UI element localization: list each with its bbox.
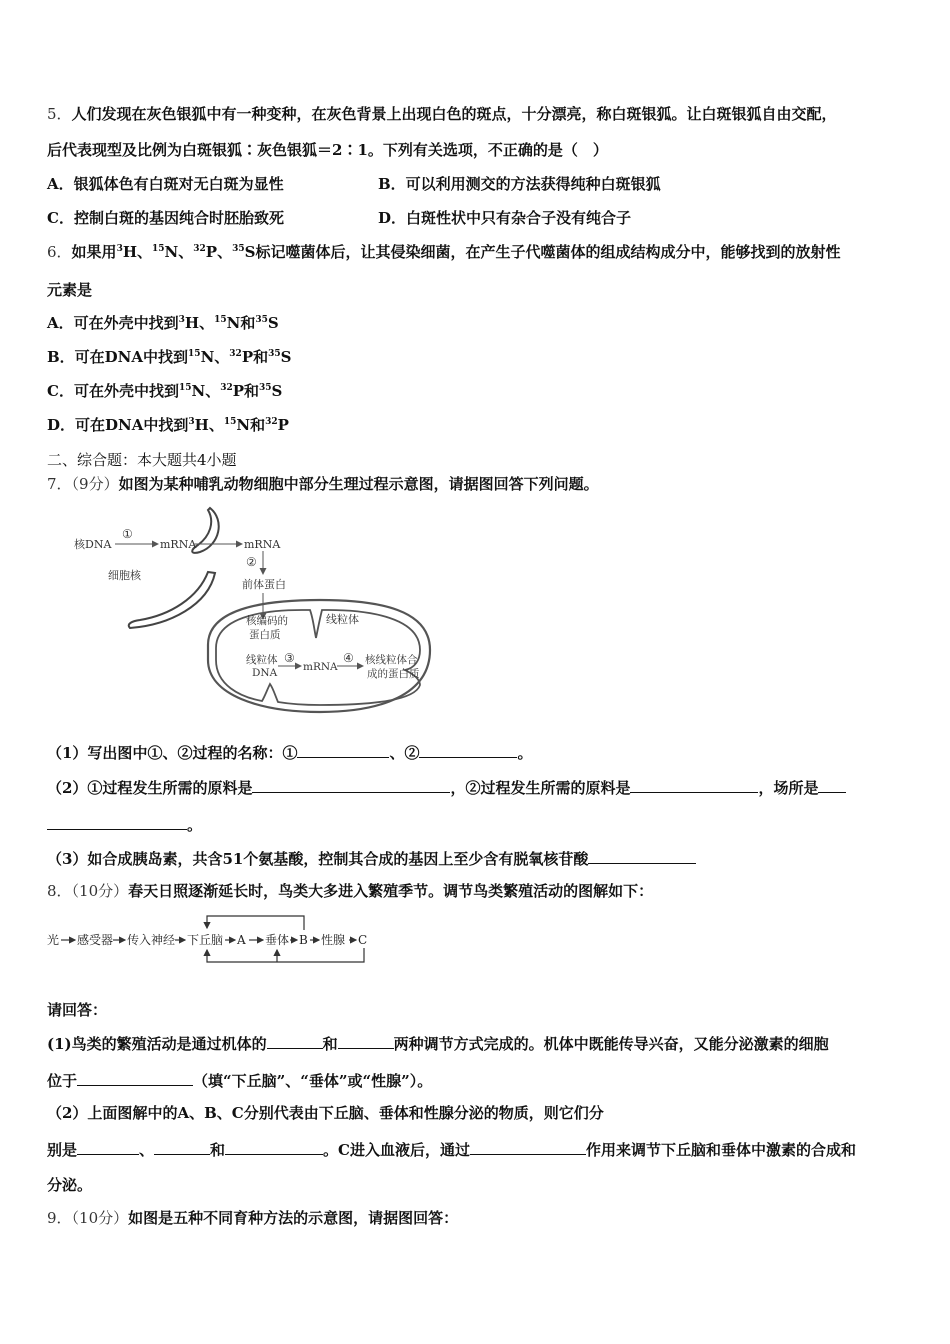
mt-dna-label-1: 线粒体 bbox=[246, 654, 278, 666]
q8-blank-regulation2[interactable] bbox=[338, 1032, 394, 1049]
q6-stem-line1: 6．如果用$^3$H、$^{15}$N、$^{32}$P、$^{35}$S标记噬菌体后，让其侵染细菌，在产生子代噬菌体的组成结构成分中，能够找到的放射性 bbox=[47, 243, 841, 261]
step1-label: ① bbox=[122, 527, 133, 541]
section-heading: 二、综合题：本大题共4小题 bbox=[47, 451, 237, 469]
q8-part2-line1: （2）上面图解中的A、B、C分别代表由下丘脑、垂体和性腺分泌的物质，则它们分 bbox=[47, 1104, 604, 1122]
q5-option-d: D．白斑性状中只有杂合子没有纯合子 bbox=[378, 209, 632, 227]
q8-blank-c[interactable] bbox=[225, 1138, 323, 1155]
step2-label: ② bbox=[246, 555, 257, 569]
step4-label: ④ bbox=[343, 651, 354, 665]
chain-pituitary: 垂体 bbox=[265, 933, 290, 947]
chain-light: 光 bbox=[47, 933, 60, 947]
mitochondrion-label: 线粒体 bbox=[326, 613, 359, 626]
q7-part2-line1: （2）①过程发生所需的原料是 ，②过程发生所需的原料是 ，场所是 bbox=[47, 776, 846, 798]
q7-part3: （3）如合成胰岛素，共含51个氨基酸，控制其合成的基因上至少含有脱氧核苷酸 bbox=[47, 847, 696, 869]
chain-c: C bbox=[358, 933, 368, 947]
q7-part2-line2: 。 bbox=[47, 813, 202, 835]
q7-blank-nucleotides[interactable] bbox=[588, 847, 696, 864]
q6-option-c: C．可在外壳中找到$^{15}$N、$^{32}$P和$^{35}$S bbox=[47, 382, 283, 400]
q8-regulation-diagram bbox=[45, 912, 385, 968]
q8-part2-line2: 别是 、 和 。C进入血液后，通过 作用来调节下丘脑和垂体中激素的合成和 bbox=[47, 1138, 856, 1160]
q7-blank-process1[interactable] bbox=[297, 741, 389, 758]
q8-blank-regulation1[interactable] bbox=[267, 1032, 323, 1049]
mt-dna-label-2: DNA bbox=[252, 667, 278, 679]
q7-part1: （1）写出图中①、②过程的名称：① 、② 。 bbox=[47, 741, 532, 763]
chain-hypothalamus: 下丘脑 bbox=[187, 933, 224, 947]
q8-blank-b[interactable] bbox=[154, 1138, 210, 1155]
q8-part1-line1: (1)鸟类的繁殖活动是通过机体的 和 两种调节方式完成的。机体中既能传导兴奋，又能分泌激素的细胞 bbox=[47, 1032, 829, 1054]
q8-part1-line2: 位于 （填“下丘脑”、“垂体”或“性腺”）。 bbox=[47, 1069, 432, 1091]
precursor-protein-label: 前体蛋白 bbox=[242, 578, 286, 591]
combined-protein-label-2: 成的蛋白质 bbox=[367, 668, 420, 680]
q5-option-b: B．可以利用测交的方法获得纯种白斑银狐 bbox=[378, 175, 661, 193]
q8-part2-line3: 分泌。 bbox=[47, 1176, 93, 1194]
chain-receptor: 感受器 bbox=[77, 933, 114, 947]
nuclear-envelope-lower bbox=[129, 572, 215, 628]
q7-cell-diagram bbox=[60, 500, 480, 725]
nucleus-label: 细胞核 bbox=[108, 569, 141, 582]
q5-stem-line2: 后代表现型及比例为白斑银狐∶灰色银狐＝2∶1。下列有关选项，不正确的是（ ） bbox=[47, 141, 608, 159]
q8-blank-a[interactable] bbox=[77, 1138, 139, 1155]
chain-a: A bbox=[237, 933, 246, 947]
nuclear-encoded-protein-label-1: 核编码的 bbox=[246, 615, 288, 627]
q7-blank-site[interactable] bbox=[47, 813, 187, 830]
q6-option-d: D．可在DNA中找到$^3$H、$^{15}$N和$^{32}$P bbox=[47, 416, 289, 434]
chain-gonad: 性腺 bbox=[321, 933, 346, 947]
mrna-label-mitochondrion: mRNA bbox=[303, 661, 338, 673]
q6-option-a: A．可在外壳中找到$^3$H、$^{15}$N和$^{35}$S bbox=[47, 314, 279, 332]
q7-blank-process2[interactable] bbox=[419, 741, 517, 758]
q5-option-a: A．银狐体色有白斑对无白斑为显性 bbox=[47, 175, 284, 193]
q7-stem: 7．（9分）如图为某种哺乳动物细胞中部分生理过程示意图，请据图回答下列问题。 bbox=[47, 475, 599, 493]
q6-stem-line2: 元素是 bbox=[47, 281, 93, 299]
q7-blank-material2[interactable] bbox=[630, 776, 758, 793]
mrna-label-cytoplasm: mRNA bbox=[244, 538, 281, 551]
chain-afferent-nerve: 传入神经 bbox=[127, 933, 176, 947]
chain-b: B bbox=[299, 933, 308, 947]
q8-answer-prompt: 请回答： bbox=[47, 1001, 108, 1019]
mrna-label-nucleus: mRNA bbox=[160, 538, 197, 551]
q9-stem: 9．（10分）如图是五种不同育种方法的示意图，请据图回答： bbox=[47, 1209, 459, 1227]
combined-protein-label-1: 核线粒体合 bbox=[365, 654, 418, 666]
q8-blank-feedback[interactable] bbox=[470, 1138, 586, 1155]
q6-option-b: B．可在DNA中找到$^{15}$N、$^{32}$P和$^{35}$S bbox=[47, 348, 292, 366]
q5-option-c: C．控制白斑的基因纯合时胚胎致死 bbox=[47, 209, 284, 227]
q5-stem-line1: 5．人们发现在灰色银狐中有一种变种，在灰色背景上出现白色的斑点，十分漂亮，称白斑银狐。让白斑银狐自由交配， bbox=[47, 105, 837, 123]
q8-blank-location[interactable] bbox=[77, 1069, 193, 1086]
step3-label: ③ bbox=[284, 651, 295, 665]
q8-stem: 8．（10分）春天日照逐渐延长时，鸟类大多进入繁殖季节。调节鸟类繁殖活动的图解如下： bbox=[47, 882, 654, 900]
nuclear-encoded-protein-label-2: 蛋白质 bbox=[249, 629, 281, 641]
q7-blank-material1[interactable] bbox=[252, 776, 450, 793]
nuclear-dna-label: 核DNA bbox=[74, 538, 112, 551]
